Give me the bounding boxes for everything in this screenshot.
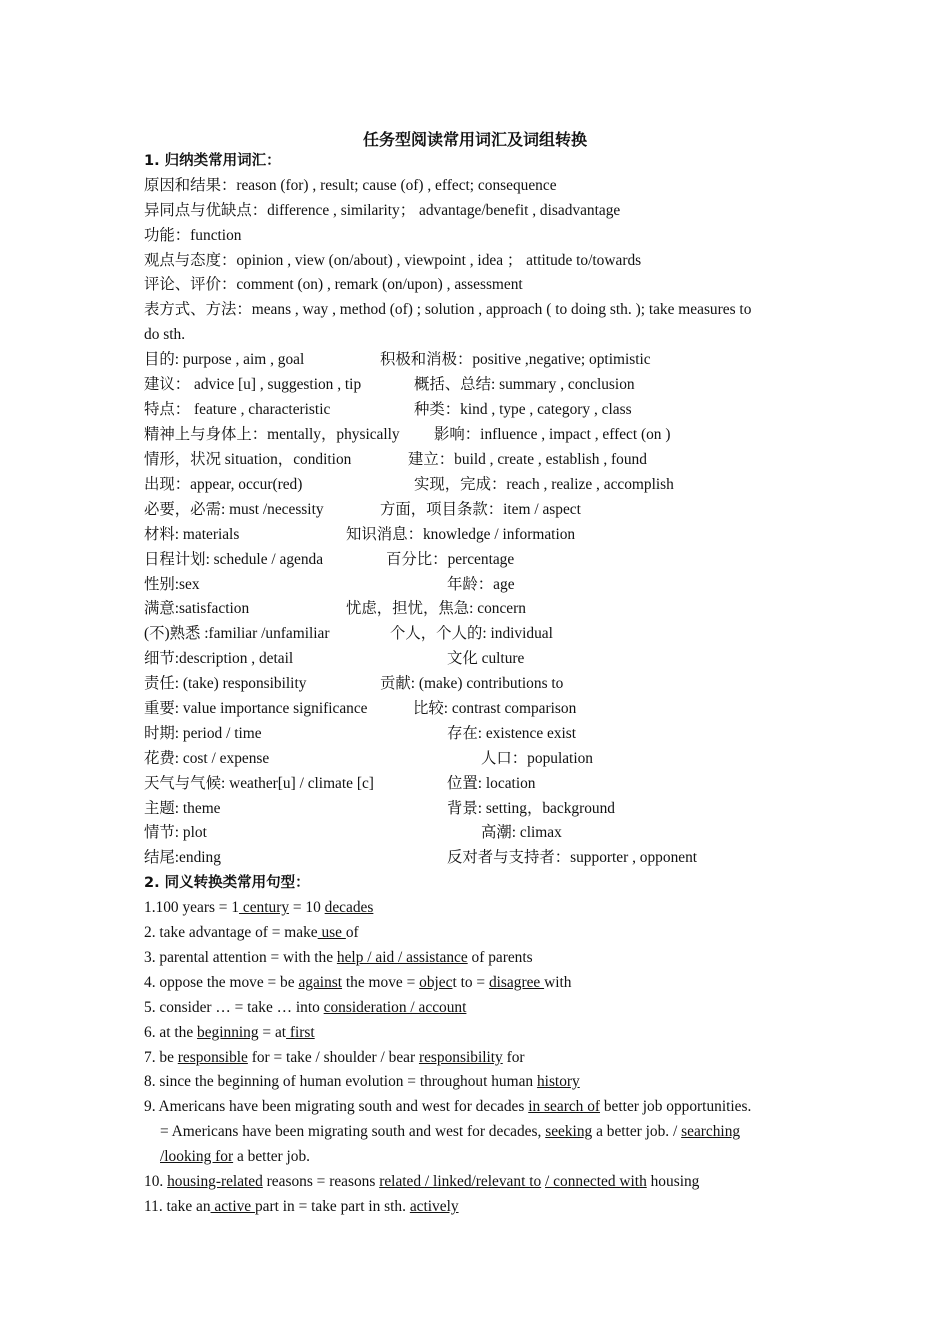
vocab-right: 贡献: (make) contributions to: [380, 675, 564, 692]
vocab-left: 时期: period / time: [144, 725, 262, 742]
sentence-item: 9. Americans have been migrating south and west for decades in search of better job opportunities.: [144, 1098, 752, 1115]
vocab-left: 花费: cost / expense: [144, 750, 270, 767]
sentence-item: 6. at the beginning = at first: [144, 1024, 315, 1041]
vocab-right: 影响：influence , impact , effect (on ): [434, 426, 671, 443]
vocab-pair: [144, 648, 814, 670]
vocab-right: 知识消息：knowledge / information: [346, 526, 576, 543]
vocab-pair: [144, 623, 814, 645]
vocab-pair: [144, 499, 814, 521]
vocab-pair: [144, 549, 814, 571]
vocab-pair: [144, 349, 814, 371]
sentence-item: 5. consider … = take … into consideration / account: [144, 999, 467, 1016]
vocab-pair: [144, 822, 814, 844]
vocab-right: 百分比：percentage: [386, 551, 515, 568]
vocab-pair: [144, 598, 814, 620]
vocab-pair: [144, 399, 814, 421]
vocab-pair: [144, 449, 814, 471]
vocab-left: 建议： advice [u] , suggestion , tip: [144, 376, 362, 393]
vocab-right: 高潮: climax: [481, 824, 562, 841]
sentence-item: 7. be responsible for = take / shoulder / bear responsibility for: [144, 1049, 525, 1066]
vocab-left: 责任: (take) responsibility: [144, 675, 307, 692]
vocab-pair: [144, 524, 814, 546]
vocab-line: 异同点与优缺点：difference , similarity； advantage/benefit , disadvantage: [144, 202, 621, 219]
sentence-item: 3. parental attention = with the help / aid / assistance of parents: [144, 949, 533, 966]
vocab-line: do sth.: [144, 326, 186, 343]
vocab-right: 背景: setting，background: [447, 800, 615, 817]
sentence-item: 4. oppose the move = be against the move = object to = disagree with: [144, 974, 572, 991]
vocab-right: 实现，完成：reach , realize , accomplish: [414, 476, 674, 493]
vocab-right: 概括、总结: summary , conclusion: [414, 376, 635, 393]
vocab-right: 人口：population: [481, 750, 594, 767]
vocab-left: 情形，状况 situation，condition: [144, 451, 352, 468]
vocab-right: 忧虑，担忧，焦急: concern: [346, 600, 526, 617]
vocab-pair: [144, 723, 814, 745]
vocab-left: 性别:sex: [144, 576, 200, 593]
vocab-left: 天气与气候: weather[u] / climate [c]: [144, 775, 374, 792]
vocab-line: 观点与态度：opinion , view (on/about) , viewpoint , idea ； attitude to/towards: [144, 252, 642, 269]
vocab-right: 反对者与支持者：supporter , opponent: [447, 849, 698, 866]
vocab-pair: [144, 374, 814, 396]
vocab-pair: [144, 773, 814, 795]
vocab-right: 积极和消极：positive ,negative; optimistic: [380, 351, 651, 368]
vocab-left: 精神上与身体上：mentally，physically: [144, 426, 400, 443]
vocab-left: 满意:satisfaction: [144, 600, 250, 617]
section-heading-2: 2. 同义转换类常用句型：: [144, 875, 310, 891]
sentence-item: = Americans have been migrating south and west for decades, seeking a better job. / searching: [160, 1123, 741, 1140]
vocab-left: 情节: plot: [144, 824, 207, 841]
vocab-left: 重要: value importance significance: [144, 700, 368, 717]
vocab-right: 位置: location: [447, 775, 536, 792]
vocab-left: 目的: purpose , aim , goal: [144, 351, 305, 368]
sentence-item: 1.100 years = 1 century = 10 decades: [144, 899, 374, 916]
vocab-left: 细节:description , detail: [144, 650, 294, 667]
vocab-right: 建立：build , create , establish , found: [408, 451, 647, 468]
vocab-pair: [144, 673, 814, 695]
vocab-pair: [144, 474, 814, 496]
vocab-pair: [144, 424, 814, 446]
vocab-right: 个人，个人的: individual: [390, 625, 553, 642]
vocab-right: 存在: existence exist: [447, 725, 577, 742]
vocab-pair: [144, 798, 814, 820]
vocab-right: 年龄：age: [447, 576, 515, 593]
vocab-left: 必要，必需: must /necessity: [144, 501, 324, 518]
vocab-right: 方面，项目条款：item / aspect: [380, 501, 581, 518]
vocab-left: 结尾:ending: [144, 849, 221, 866]
vocab-pair: [144, 574, 814, 596]
vocab-right: 文化 culture: [447, 650, 525, 667]
section-heading-1: 1. 归纳类常用词汇：: [144, 153, 281, 169]
vocab-left: 特点： feature , characteristic: [144, 401, 331, 418]
vocab-left: 主题: theme: [144, 800, 221, 817]
sentence-item: 10. housing-related reasons = reasons related / linked/relevant to / connected with housing: [144, 1173, 700, 1190]
vocab-line: 表方式、方法：means , way , method (of) ; solution , approach ( to doing sth. ); take measures to: [144, 301, 752, 318]
vocab-line: 评论、评价：comment (on) , remark (on/upon) , assessment: [144, 276, 523, 293]
vocab-left: 出现：appear, occur(red): [144, 476, 303, 493]
vocab-line: 原因和结果：reason (for) , result; cause (of) , effect; consequence: [144, 177, 557, 194]
vocab-right: 比较: contrast comparison: [413, 700, 577, 717]
sentence-item: 8. since the beginning of human evolution = throughout human history: [144, 1073, 580, 1090]
sentence-item: /looking for a better job.: [160, 1148, 311, 1165]
vocab-pair: [144, 698, 814, 720]
sentence-item: 2. take advantage of = make use of: [144, 924, 359, 941]
vocab-left: 日程计划: schedule / agenda: [144, 551, 324, 568]
vocab-left: 材料: materials: [144, 526, 240, 543]
vocab-pair: [144, 748, 814, 770]
vocab-left: (不)熟悉 :familiar /unfamiliar: [144, 625, 330, 642]
page-title: 任务型阅读常用词汇及词组转换: [362, 130, 587, 149]
vocab-right: 种类：kind , type , category , class: [414, 401, 632, 418]
vocab-pair: [144, 847, 814, 869]
vocab-line: 功能：function: [144, 227, 242, 244]
sentence-item: 11. take an active part in = take part in sth. actively: [144, 1198, 459, 1215]
